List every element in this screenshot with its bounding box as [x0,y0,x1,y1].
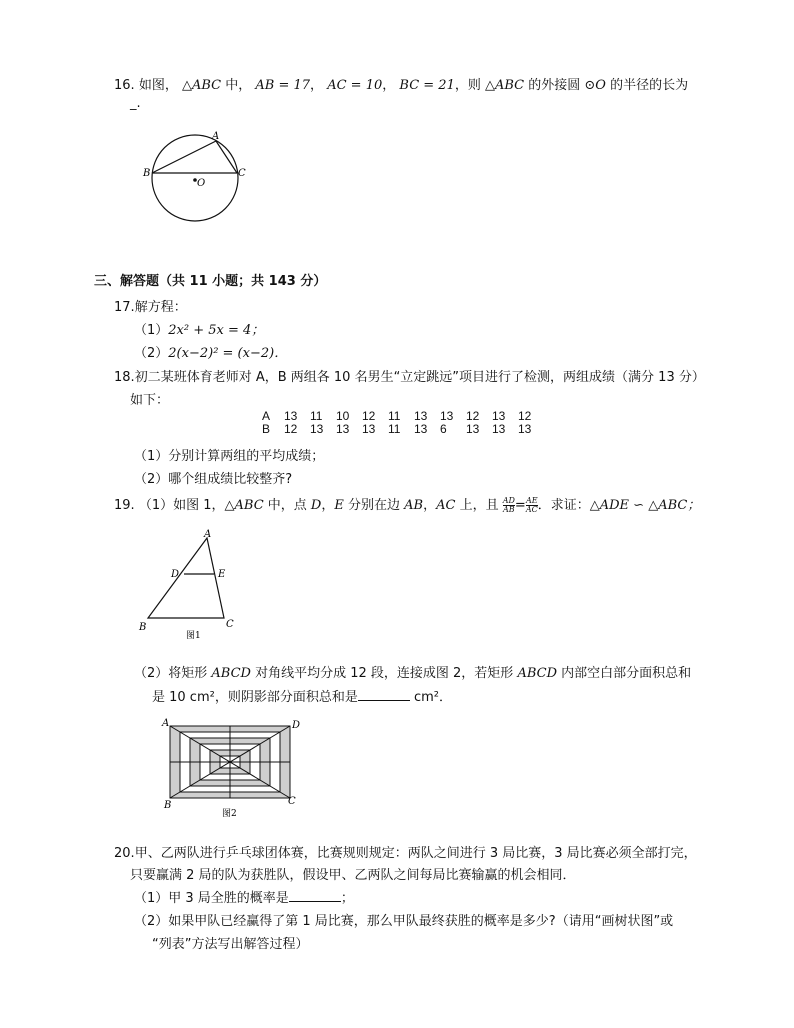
q20-part2-line2: “列表”方法写出解答过程） [152,937,309,952]
q16-circle-o: ⊙O [584,78,606,93]
score-cell: 12 [466,409,480,423]
q20-part1-text: ； [340,891,354,906]
q18-text: 初二某班体育老师对 A，B 两组各 10 名男生“立定跳远”项目进行了检测，两组成绩（满分 13 分） [134,370,705,385]
fraction-denominator: AB [502,505,515,514]
q17-part1-num: （1） [134,323,169,338]
nested-rectangles [170,726,290,798]
label-b: B [139,622,147,633]
section-heading: 三、解答题（共 11 小题；共 143 分） [94,274,327,289]
score-cell: 11 [388,422,401,436]
q19-text: 上，且 [455,498,503,513]
score-cell: 12 [518,409,532,423]
label-c: C [226,619,234,630]
score-cell: 12 [284,422,298,436]
q19-point-e: E [334,498,344,513]
label-a: A [162,718,170,729]
label-a: A [212,131,220,142]
score-cell: 13 [440,409,454,423]
triangle-abc [148,538,224,618]
q18-part1: （1）分别计算两组的平均成绩； [134,449,325,464]
q16-eq-bc: BC = 21 [399,78,455,93]
label-d: D [292,720,300,731]
q19-text: （1）如图 1， [138,498,225,513]
row-label: A [262,409,271,423]
q20-line2: 只要赢满 2 局的队为获胜队，假设甲、乙两队之间每局比赛输赢的机会相同． [130,868,576,883]
score-cell: 13 [466,422,480,436]
q19-number: 19. [114,498,135,513]
q19-text: ．求证： [537,498,590,513]
fraction-numerator: AE [525,496,538,505]
q18-score-table [262,410,544,436]
side-ba [152,141,216,173]
q20-part2-line1: （2）如果甲队已经赢得了第 1 局比赛，那么甲队最终获胜的概率是多少?（请用“画树状图”或 [134,914,674,929]
score-cell: 13 [362,422,376,436]
q16-line2: _. [130,96,141,111]
score-cell: 13 [336,422,350,436]
q19-part2-text: 内部空白部分面积总和 [557,666,692,681]
score-cell: 13 [518,422,532,436]
q19-part1 [114,494,700,514]
q17-part2 [134,342,287,361]
q17-number: 17. [114,300,135,315]
q20-part1 [134,887,354,906]
score-cell: 6 [440,422,447,436]
q19-fraction-ad-ab [503,497,515,514]
answer-blank [358,688,410,701]
label-c: C [238,168,246,179]
circumcircle [152,135,238,221]
q19-triangle: △ABC [224,498,264,513]
q20-text: 甲、乙两队进行乒乓球团体赛，比赛规则规定：两队之间进行 3 局比赛，3 局比赛必须全部打完， [134,846,697,861]
q19-text: 中，点 [263,498,311,513]
q19-text: ， [321,498,335,513]
score-cell: 11 [310,409,323,423]
side-ac [216,141,237,173]
q19-part2-text: 是 10 cm²，则阴影部分面积总和是 [152,690,358,705]
q16-triangle-2: △ABC [485,78,525,93]
score-cell: 13 [414,409,428,423]
q18-line2: 如下： [130,393,170,408]
q19-part2-line1 [134,662,691,681]
q19-conclusion: △ADE ∽ △ABC； [589,498,701,513]
q17-part1-eq: 2x² + 5x = 4； [168,323,265,338]
q16-text-c: ，则 [454,78,485,93]
q18-part2: （2）哪个组成绩比较整齐? [134,472,293,487]
q16-text-a: 如图， [138,78,178,93]
q16-eq-ac: AC = 10 [327,78,383,93]
label-b: B [164,800,172,811]
q16-number: 16. [114,78,135,93]
equals-sign: = [514,498,526,513]
q19-part2-text: cm²． [409,690,452,705]
q19-side-ac: AC [436,498,456,513]
q19-figure-2 [160,716,300,822]
q16-triangle: △ABC [181,78,222,93]
q16-figure [140,128,250,228]
q19-part2-text: 对角线平均分成 12 段，连接成图 2，若矩形 [250,666,518,681]
score-cell: 13 [492,422,506,436]
answer-blank [289,889,341,902]
q16-eq-ab: AB = 17 [255,78,311,93]
q17-text: 解方程： [134,300,187,315]
label-b: B [143,168,151,179]
q16-text-e: 的半径的长为 [605,78,689,93]
q19-part2-text: （2）将矩形 [134,666,212,681]
rectangle-abcd: ABCD [517,666,558,681]
q19-part2-line2 [152,686,452,705]
q20-number: 20. [114,846,135,861]
figure-2-caption: 图2 [222,809,237,819]
q17-part1 [134,319,264,338]
score-cell: 13 [492,409,506,423]
figure-1-caption: 图1 [186,631,201,641]
q16-sep: ， [310,78,324,93]
label-o: O [197,178,206,189]
q19-fraction-ae-ac [526,497,538,514]
label-a: A [204,529,212,540]
table-row [262,423,544,436]
q19-text: 分别在边 [343,498,405,513]
score-cell: 13 [284,409,298,423]
q17-part2-num: （2） [134,346,169,361]
score-cell: 13 [310,422,324,436]
q16-text-b: 中， [221,78,252,93]
q16-line1 [114,74,688,93]
q19-text: ， [423,498,437,513]
row-label: B [262,422,271,436]
q19-figure-1 [134,528,244,644]
q16-text-d: 的外接圆 [524,78,585,93]
score-cell: 10 [336,409,350,423]
fraction-numerator: AD [502,496,515,505]
rectangle-abcd: ABCD [211,666,251,681]
q16-sep: ， [382,78,396,93]
q17-title [114,296,187,315]
q18-number: 18. [114,370,135,385]
q19-side-ab: AB [404,498,424,513]
score-cell: 12 [362,409,376,423]
label-d: D [171,569,180,580]
label-c: C [288,796,296,807]
q19-point-d: D [310,498,322,513]
label-e: E [218,569,226,580]
q20-line1 [114,842,697,861]
q20-part1-text: （1）甲 3 局全胜的概率是 [134,891,289,906]
fraction-denominator: AC [525,505,538,514]
q17-part2-eq: 2(x−2)² = (x−2)． [168,346,288,361]
score-cell: 11 [388,409,401,423]
score-cell: 13 [414,422,428,436]
q18-line1 [114,366,705,385]
